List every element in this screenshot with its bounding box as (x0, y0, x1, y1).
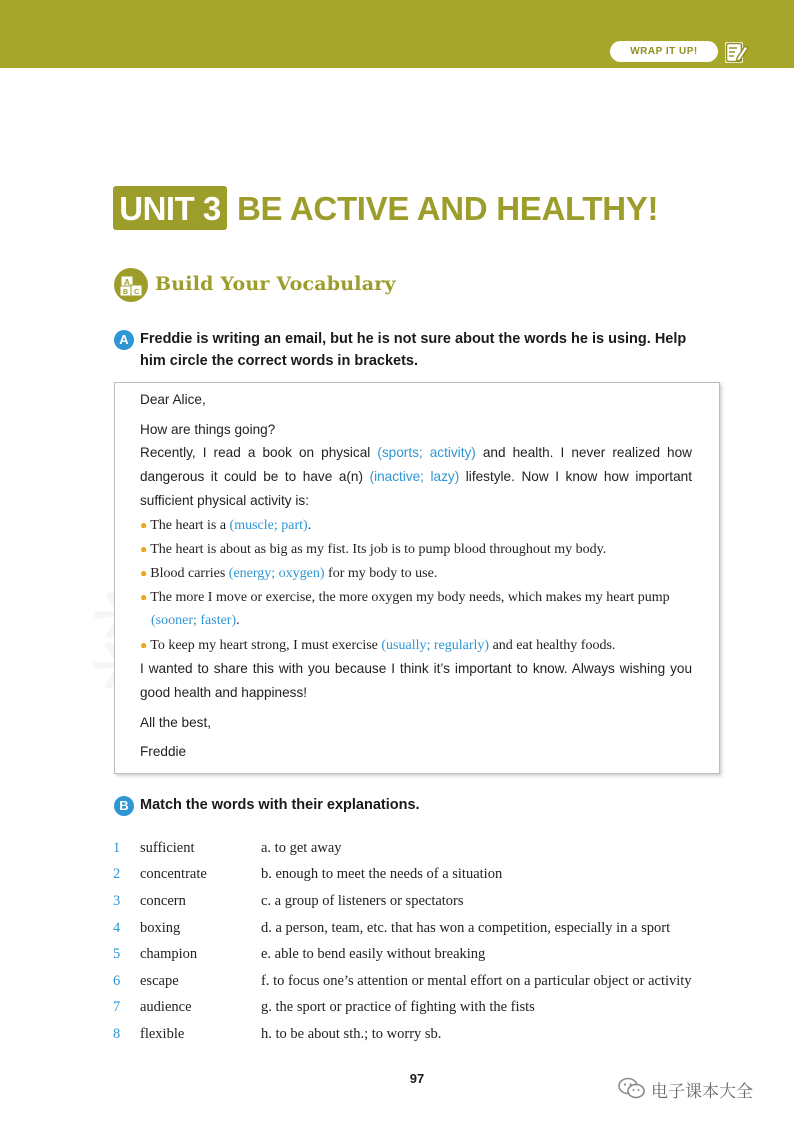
row-definition[interactable]: g. the sport or practice of fighting with the fists (261, 999, 535, 1015)
row-word[interactable]: boxing (140, 920, 181, 936)
option-choice[interactable]: (usually; regularly) (381, 638, 490, 653)
row-word[interactable]: champion (140, 946, 198, 962)
row-word[interactable]: concentrate (140, 866, 207, 882)
option-choice[interactable]: (sports; activity) (377, 445, 476, 460)
part-a-instruction-line1: Freddie is writing an email, but he is not sure about the words he is using. Help (140, 331, 687, 347)
option-choice[interactable]: (inactive; lazy) (369, 469, 460, 484)
part-a-instruction-line2: him circle the correct words in brackets. (140, 353, 419, 369)
bullet-dot-icon: ● (140, 566, 148, 580)
row-word[interactable]: sufficient (140, 840, 195, 856)
watermark-text: 电子课本大全 (651, 1082, 753, 1102)
match-row (113, 973, 733, 999)
match-row (113, 1026, 733, 1052)
row-definition[interactable]: b. enough to meet the needs of a situation (261, 866, 503, 882)
row-definition[interactable]: c. a group of listeners or spectators (261, 893, 464, 909)
row-number: 1 (113, 840, 121, 856)
part-a-badge: A (114, 330, 134, 350)
row-word[interactable]: flexible (140, 1026, 185, 1042)
notebook-pencil-icon (722, 38, 750, 66)
option-choice[interactable]: (muscle; part) (229, 518, 308, 533)
email-greeting: Dear Alice, (140, 392, 206, 407)
email-bullet: ● The more I move or exercise, the more oxygen my body needs, which makes my heart pump (140, 590, 670, 605)
email-signature: Freddie (140, 744, 187, 759)
match-row (113, 999, 733, 1025)
email-bullet: ● The heart is a (muscle; part). (140, 518, 312, 533)
option-choice[interactable]: (sooner; faster) (151, 613, 237, 628)
part-b-instruction: Match the words with their explanations. (140, 797, 420, 813)
match-row (113, 893, 733, 919)
row-number: 2 (113, 866, 121, 882)
row-definition[interactable]: d. a person, team, etc. that has won a competition, especially in a sport (261, 920, 671, 936)
row-number: 5 (113, 946, 121, 962)
part-b-badge: B (114, 796, 134, 816)
row-number: 3 (113, 893, 121, 909)
row-definition[interactable]: a. to get away (261, 840, 342, 856)
bullet-dot-icon: ● (140, 638, 148, 652)
svg-text:C: C (133, 289, 140, 296)
page-number: 97 (409, 1071, 425, 1086)
row-definition[interactable]: h. to be about sth.; to worry sb. (261, 1026, 442, 1042)
wechat-icon (617, 1076, 647, 1100)
option-choice[interactable]: (energy; oxygen) (228, 566, 325, 581)
unit-title: BE ACTIVE AND HEALTHY! (237, 190, 659, 227)
email-line: How are things going? (140, 422, 276, 437)
email-bullet: ● To keep my heart strong, I must exercise (usually; regularly) and eat healthy foods. (140, 638, 616, 653)
row-definition[interactable]: e. able to bend easily without breaking (261, 946, 486, 962)
svg-text:A: A (124, 278, 130, 287)
email-paragraph-2: I wanted to share this with you because I think it’s important to know. Always wishing you good health and happiness! (140, 661, 692, 700)
row-word[interactable]: concern (140, 893, 186, 909)
row-word[interactable]: escape (140, 973, 179, 989)
row-number: 4 (113, 920, 121, 936)
email-bullet-continuation: (sooner; faster). (151, 613, 240, 628)
bullet-dot-icon: ● (140, 590, 148, 604)
section-title: Build Your Vocabulary (155, 273, 396, 295)
bullet-dot-icon: ● (140, 542, 148, 556)
match-row (113, 920, 733, 946)
wrap-it-up-label: WRAP IT UP! (610, 41, 718, 62)
unit-number-label: UNIT 3 (113, 186, 227, 230)
row-number: 8 (113, 1026, 121, 1042)
email-bullet: ● Blood carries (energy; oxygen) for my body to use. (140, 566, 438, 581)
bullet-dot-icon: ● (140, 518, 148, 532)
abc-blocks-icon (113, 267, 149, 303)
match-row (113, 946, 733, 972)
email-paragraph-1: Recently, I read a book on physical (sports; activity) and health. I never realized how dangerous it could be to have a(n) (inactive; lazy) lifestyle. Now I know how important sufficient physical activity is: (140, 445, 692, 508)
svg-text:B: B (122, 289, 129, 296)
email-bullet: ● The heart is about as big as my fist. Its job is to pump blood throughout my body. (140, 542, 607, 557)
email-closing: All the best, (140, 715, 212, 730)
row-word[interactable]: audience (140, 999, 192, 1015)
row-definition[interactable]: f. to focus one’s attention or mental effort on a particular object or activity (261, 973, 692, 989)
row-number: 6 (113, 973, 121, 989)
match-row (113, 866, 733, 892)
match-row (113, 840, 733, 866)
row-number: 7 (113, 999, 121, 1015)
